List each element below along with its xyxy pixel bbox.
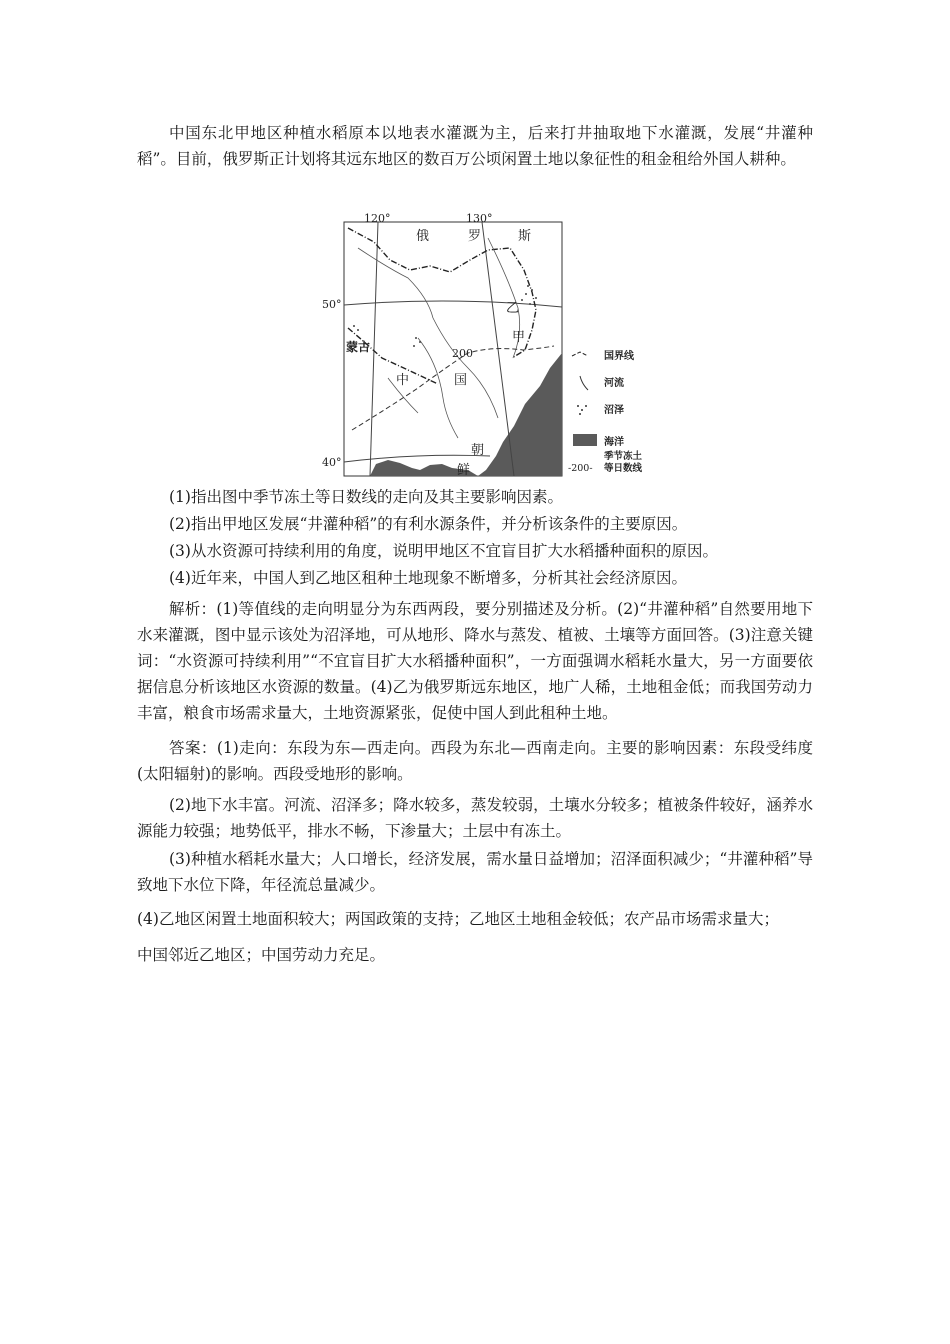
label-xian: 鲜 [457, 463, 471, 478]
lat-label-40: 40° [322, 456, 342, 469]
legend-border-symbol [572, 352, 588, 356]
intro-paragraph: 中国东北甲地区种植水稻原本以地表水灌溉为主，后来打井抽取地下水灌溉，发展“井灌种稻”。目前，俄罗斯正计划将其远东地区的数百万公顷闲置土地以象征性的租金租给外国人耕种。 [137, 124, 813, 168]
legend-swamp-label: 沼泽 [604, 405, 624, 416]
label-mongolia: 蒙古 [346, 340, 371, 354]
label-si: 斯 [518, 229, 532, 244]
legend-river-label: 河流 [604, 378, 624, 389]
label-zhong: 中 [396, 373, 410, 388]
label-e: 俄 [416, 229, 430, 244]
map-legend [568, 349, 643, 474]
lon-label-130: 130° [466, 212, 493, 225]
legend-swamp-symbol [577, 405, 587, 415]
answer-2: (2)地下水丰富。河流、沼泽多；降水较多，蒸发较弱，土壤水分较多；植被条件较好，涵养水源能力较强；地势低平，排水不畅，下渗量大；土层中有冻土。 [137, 796, 813, 840]
analysis-paragraph: 解析：(1)等值线的走向明显分为东西两段，要分别描述及分析。(2)“井灌种稻”自然要用地下水来灌溉，图中显示该处为沼泽地，可从地形、降水与蒸发、植被、土壤等方面回答。(3)注意关键词：“水资源可持续利用”“不宜盲目扩大水稻播种面积”，一方面强调水稻耗水量大，另一方面要依据信息分析该地区水资源的数量。(4)乙为俄罗斯远东地区，地广人稀，土地租金低；而我国劳动力丰富，粮食市场需求量大，土地资源紧张，促使中国人到此租种土地。 [137, 600, 813, 722]
label-guo: 国 [454, 373, 468, 388]
legend-border-label: 国界线 [604, 351, 634, 362]
label-chao: 朝 [471, 443, 485, 458]
legend-river-symbol [580, 376, 588, 390]
legend-ocean-symbol [573, 434, 597, 446]
label-luo: 罗 [468, 229, 482, 244]
answer-4-line-2: 中国邻近乙地区；中国劳动力充足。 [137, 946, 386, 964]
question-2: (2)指出甲地区发展“井灌种稻”的有利水源条件，并分析该条件的主要原因。 [169, 515, 688, 533]
label-yi: 乙 [506, 301, 520, 316]
answer-1: 答案：(1)走向：东段为东—西走向。西段为东北—西南走向。主要的影响因素：东段受纬度(太阳辐射)的影响。西段受地形的影响。 [137, 739, 813, 783]
label-jia: 甲 [512, 330, 526, 345]
question-1: (1)指出图中季节冻土等日数线的走向及其主要影响因素。 [169, 488, 563, 506]
label-contour-200: 200 [452, 347, 473, 360]
question-3: (3)从水资源可持续利用的角度，说明甲地区不宜盲目扩大水稻播种面积的原因。 [169, 542, 718, 560]
legend-ocean-label: 海洋 [604, 437, 624, 448]
answer-3: (3)种植水稻耗水量大；人口增长，经济发展，需水量日益增加；沼泽面积减少；“井灌种稻”导致地下水位下降，年径流总量减少。 [137, 850, 813, 894]
question-4: (4)近年来，中国人到乙地区租种土地现象不断增多，分析其社会经济原因。 [169, 569, 687, 587]
legend-frost-symbol: -200- [568, 463, 593, 474]
legend-frost-label-2: 等日数线 [604, 463, 643, 474]
lon-label-120: 120° [364, 212, 391, 225]
legend-frost-label-1: 季节冻土 [604, 451, 643, 462]
lat-label-50: 50° [322, 298, 342, 311]
northeast-asia-map [318, 208, 670, 483]
answer-4-line-1: (4)乙地区闲置土地面积较大；两国政策的支持；乙地区土地租金较低；农产品市场需求量大； [137, 910, 779, 928]
